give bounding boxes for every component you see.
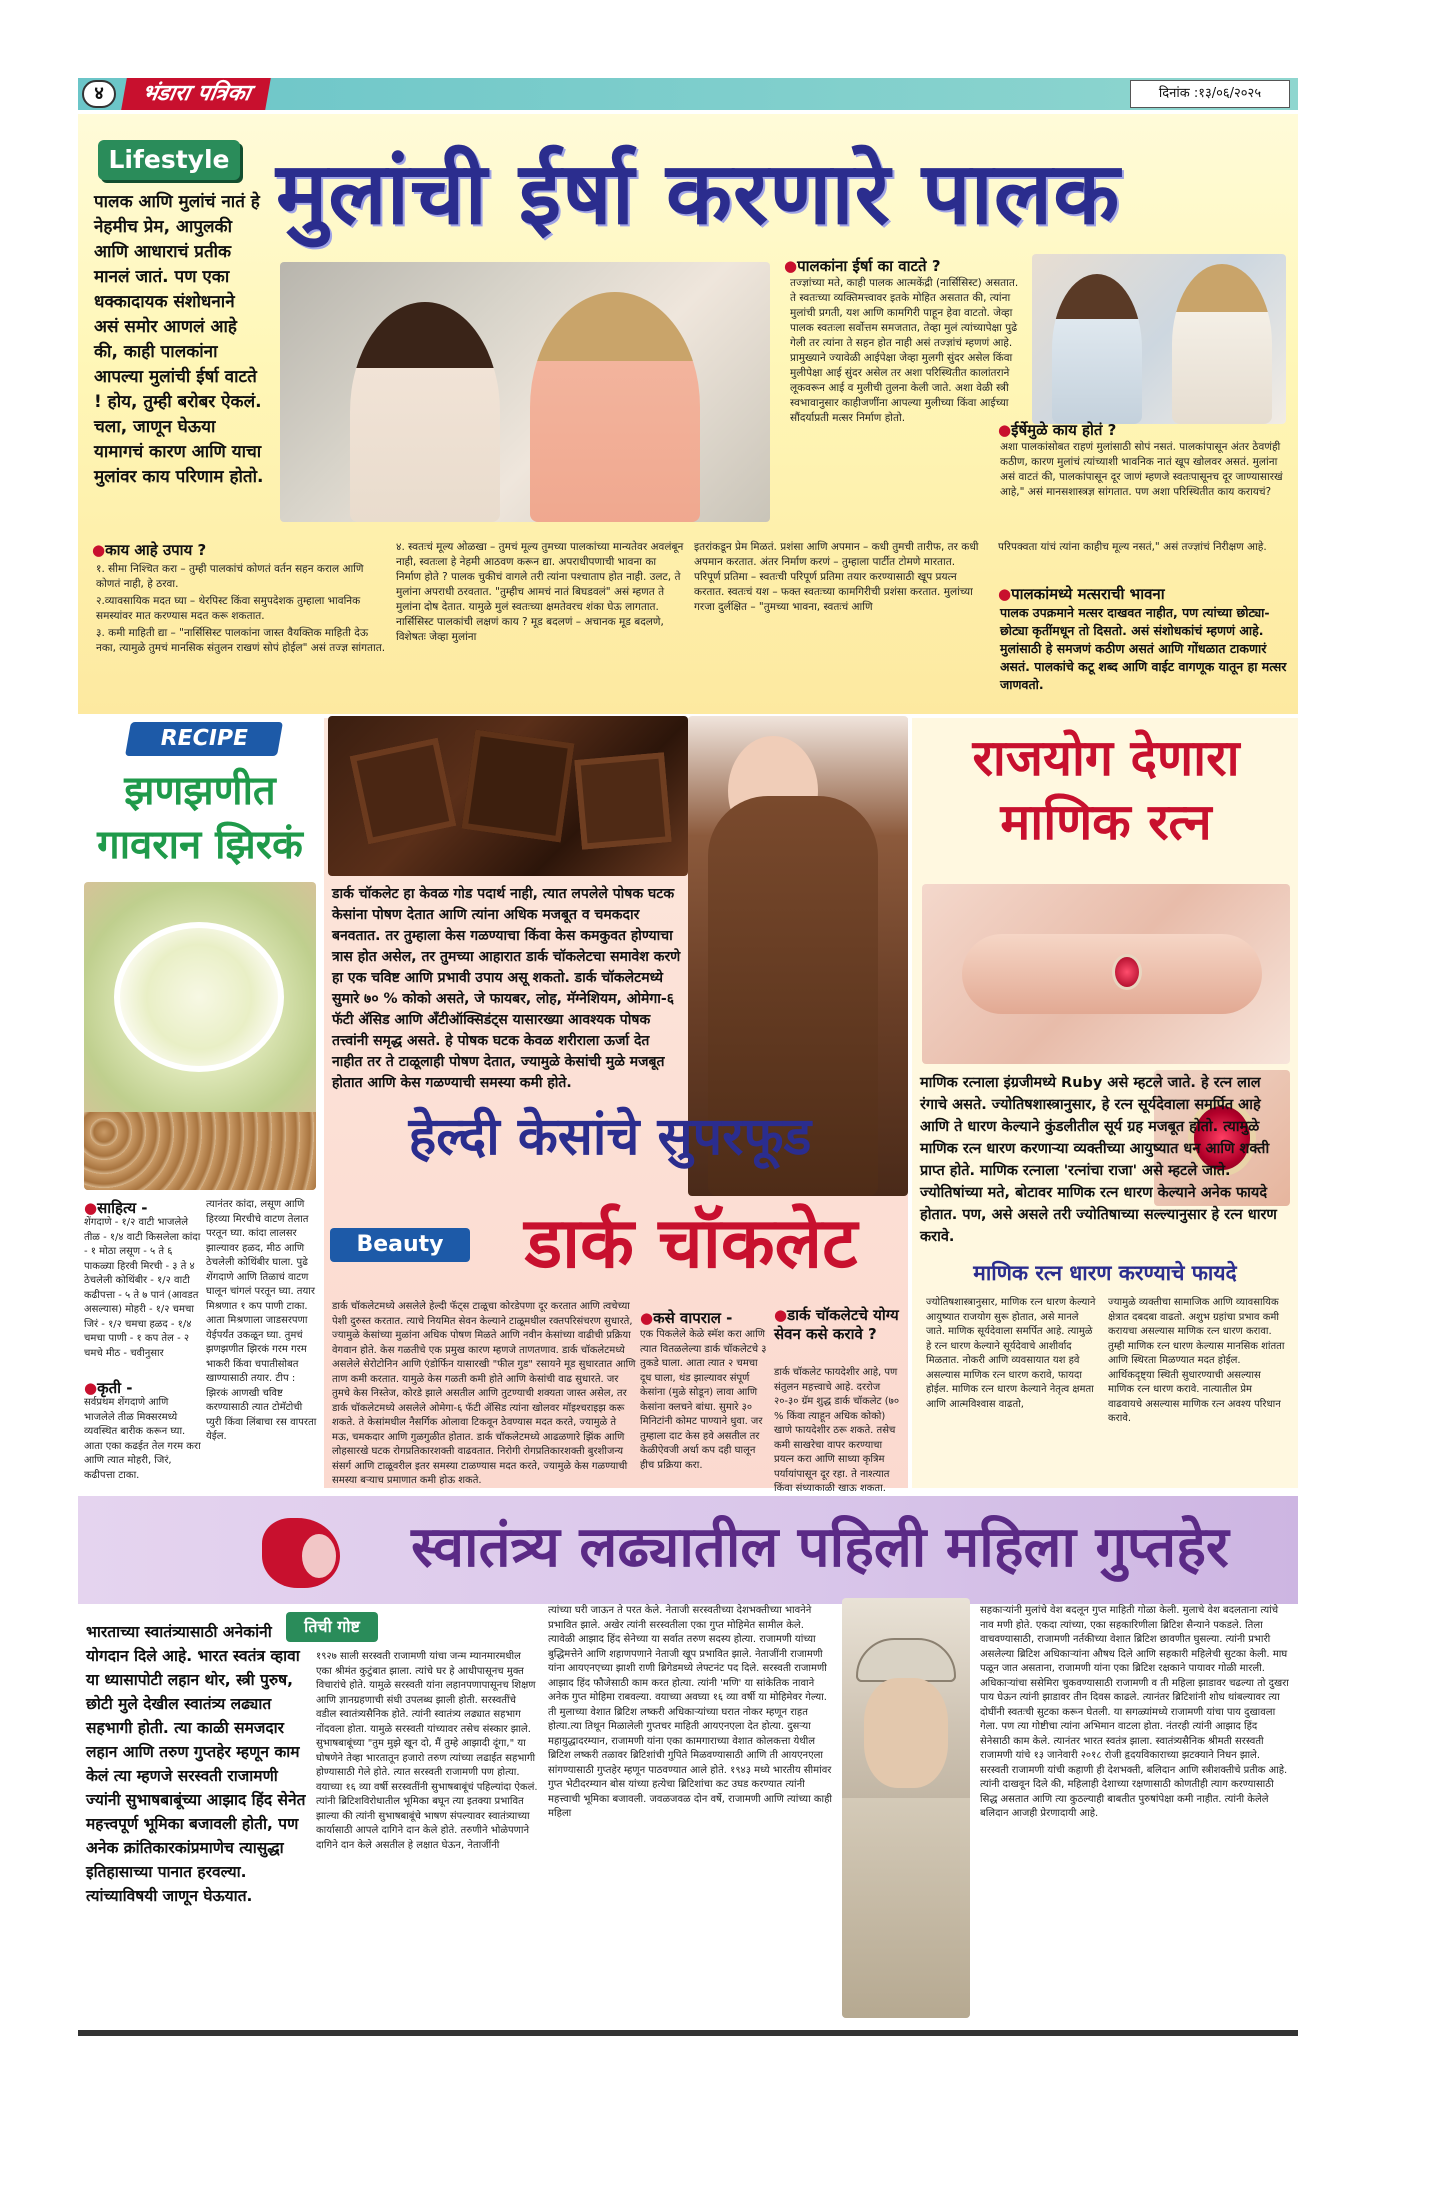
- dark-chocolate-title: डार्क चॉकलेट: [524, 1202, 858, 1284]
- lifestyle-intro: पालक आणि मुलांचं नातं हे नेहमीच प्रेम, आपुलकी आणि आधाराचं प्रतीक मानलं जातं. पण एका धक्कादायक संशोधनाने असं समोर आणलं आहे की, काही पालकांना आपल्या मुलांची ईर्षा वाटते ! होय, तुम्ही बरोबर ऐकलं. चला, जाणून घेऊया यामागचं कारण आणि याचा मुलांवर काय परिणाम होतो.: [94, 192, 264, 487]
- remedy-point: १. सीमा निश्चित करा – तुम्ही पालकांचं कोणतं वर्तन सहन कराल आणि कोणतं नाही, हे ठरवा.: [96, 563, 364, 590]
- lifestyle-column-3: इतरांकडून प्रेम मिळतं. प्रशंसा आणि अपमान – कधी तुमची तारीफ, तर कधी अपमान करतात. अंतर निर्माण करणं – तुम्हाला पार्टीत टोमणे मारतात. परिपूर्ण प्रतिमा – स्वतःची परिपूर्ण प्रतिमा तयार करण्यासाठी खूप प्रयत्न करतात. स्वतःचं यश – फक्त स्वतःच्या कामगिरीची प्रशंसा करतात. मुलांच्या गरजा दुर्लक्षित – "तुमच्या भावना, स्वतःचं आणि: [694, 541, 979, 613]
- page-bottom-rule: [78, 2030, 1298, 2036]
- ruby-ring-hand-photo: [922, 884, 1290, 1064]
- ruby-benefits-b: ज्यामुळे व्यक्तीचा सामाजिक आणि व्यावसायिक क्षेत्रात दबदबा वाढतो. अशुभ ग्रहांचा प्रभाव कमी करायचा असल्यास माणिक रत्न धारण करावा. तुम्ही माणिक रत्न धारण केल्यास मानसिक शांतता आणि स्थिरता मिळण्यात मदत होईल. आर्थिकदृष्ट्या स्थिती सुधारण्याची असल्यास माणिक रत्न धारण करावे. नात्यातील प्रेम वाढवायचे असल्यास माणिक रत्न अवश्य परिधान करावे.: [1108, 1297, 1285, 1424]
- ruby-benefits-a: ज्योतिषशास्त्रानुसार, माणिक रत्न धारण केल्याने आयुष्यात राजयोग सुरू होतात, असे मानले जाते. माणिक सूर्यदेवाला समर्पित आहे. त्यामुळे हे रत्न धारण केल्याने सूर्यदेवाचे आशीर्वाद मिळतात. नोकरी आणि व्यवसायात यश हवे असल्यास माणिक रत्न धारण करावे, फायदा होईल. माणिक रत्न धारण केल्याने नेतृत्व क्षमता आणि आत्मविश्वास वाढतो,: [926, 1297, 1096, 1410]
- ruby-headline: राजयोग देणारा माणिक रत्न: [972, 729, 1240, 851]
- newspaper-name: भंडारा पत्रिका: [121, 78, 271, 110]
- remedy-point: २.व्यावसायिक मदत घ्या – थेरपिस्ट किंवा समुपदेशक तुम्हाला भावनिक समस्यांवर मात करण्यास मदत करू शकतात.: [96, 595, 361, 622]
- chocolate-photo: [328, 716, 688, 876]
- remedy-point: ३. कमी माहिती द्या – "नार्सिसिस्ट पालकांना जास्त वैयक्तिक माहिती देऊ नका, त्यामुळे तुमचं मानसिक संतुलन राखणं सोपं होईल" असं तज्ज्ञ सांगतात.: [96, 627, 386, 654]
- page-number: ४: [82, 80, 116, 108]
- beauty-tag: Beauty: [330, 1228, 470, 1262]
- method-text-a: सर्वप्रथम शेंगदाणे आणि भाजलेले तीळ मिक्सरमध्ये व्यवस्थित बारीक करून घ्या. आता एका कढईत तेल गरम करा आणि त्यात मोहरी, जिरं, कढीपत्ता टाका.: [84, 1397, 201, 1481]
- spy-intro: भारताच्या स्वातंत्र्यासाठी अनेकांनी योगदान दिले आहे. भारत स्वतंत्र व्हावा या ध्यासापोटी लहान थोर, स्त्री पुरुष, छोटी मुले देखील स्वातंत्र्य लढ्यात सहभागी होती. त्या काळी समजदार लहान आणि तरुण गुप्तहेर म्हणून काम केलं त्या म्हणजे सरस्वती राजामणी ज्यांनी सुभाषबाबूंच्या आझाद हिंद सेनेत महत्त्वपूर्ण भूमिका बजावली होती, पण अनेक क्रांतिकारकांप्रमाणेच त्यासुद्धा इतिहासाच्या पानात हरवल्या. त्यांच्याविषयी जाणून घेऊयात.: [86, 1623, 306, 1905]
- issue-date: दिनांक :१३/०६/२०२५: [1130, 80, 1290, 108]
- beauty-lead: डार्क चॉकलेट हा केवळ गोड पदार्थ नाही, त्यात लपलेले पोषक घटक केसांना पोषण देतात आणि त्यांना अधिक मजबूत व चमकदार बनवतात. तर तुम्हाला केस गळण्याचा किंवा केस कमकुवत होण्याचा त्रास होत असेल, तर तुमच्या आहारात डार्क चॉकलेटचा समावेश करणे हा एक चविष्ट आणि प्रभावी उपाय असू शकतो. डार्क चॉकलेटमध्ये सुमारे ७० % कोको असते, जे फायबर, लोह, मॅग्नेशियम, ओमेगा-६ फॅटी ॲसिड आणि अँटीऑक्सिडंट्स यासारख्या आवश्यक पोषक तत्त्वांनी समृद्ध असते. हे पोषक घटक केवळ शरीराला ऊर्जा देत नाहीत तर ते टाळूलाही पोषण देतात, ज्यामुळे केसांची मुळे मजबूत होतात आणि केस गळण्याची समस्या कमी होते.: [332, 886, 681, 1091]
- howto-text: एक पिकलेले केळे स्मॅश करा आणि त्यात वितळलेल्या डार्क चॉकलेटचे ३ तुकडे घाला. आता त्यात २ चमचा दूध घाला, थंड झाल्यावर संपूर्ण केसांना (मुळे सोडून) लावा आणि केसांना क्लचने बांधा. सुमारे ३० मिनिटांनी कोमट पाण्याने धुवा. जर तुम्हाला दाट केस हवे असतील तर केळीऐवजी अर्धा कप दही घालून हीच प्रक्रिया करा.: [640, 1329, 767, 1471]
- spy-headline: स्वातंत्र्य लढ्यातील पहिली महिला गुप्तहेर: [411, 1515, 1229, 1580]
- intake-heading: ● डार्क चॉकलेटचे योग्य सेवन कसे करावे ?: [774, 1306, 906, 1344]
- method-text-b: त्यानंतर कांदा, लसूण आणि हिरव्या मिरचीचे वाटण तेलात परतून घ्या. कांदा लालसर झाल्यावर हळद, मीठ आणि ठेचलेली कोथिंबीर घाला. पुढे शेंगदाणे आणि तिळाचं वाटण घालून चांगलं परतून घ्या. तयार मिश्रणात १ कप पाणी टाका. आता मिश्रणाला जाडसरपणा येईपर्यंत उकळून घ्या. तुमचं झणझणीत झिरकं गरम गरम भाकरी किंवा चपातीसोबत खाण्यासाठी तयार. टीप : झिरकं आणखी चविष्ट करण्यासाठी त्यात टोमॅटोची प्युरी किंवा लिंबाचा रस वापरता येईल.: [206, 1199, 317, 1442]
- soup-bowl-photo: [84, 882, 316, 1190]
- spy-column-2: त्यांच्या घरी जाऊन ते परत केले. नेताजी सरस्वतीच्या देशभक्तीच्या भावनेने प्रभावित झाले. अखेर त्यांनी सरस्वतीला एका गुप्त मोहिमेत सामील केले. त्यावेळी आझाद हिंद सेनेच्या या सर्वात तरुण सदस्य होत्या. राजामणी यांच्या बुद्धिमत्तेने आणि शहाणपणाने नेताजी खूप प्रभावित झाले. नेताजींनी राजामणी यांना आयएनएच्या झाशी राणी ब्रिगेडमध्ये लेफ्टनंट पद दिले. सरस्वती राजामणी आझाद हिंद फौजेसाठी काम करत होत्या. त्यांनी 'मणि' या सांकेतिक नावाने अनेक गुप्त मोहिमा राबवल्या. वयाच्या अवघ्या १६ व्या वर्षी या मोहिमेवर गेल्या. ती मुलाच्या वेशात ब्रिटिश लष्करी अधिकाऱ्यांच्या घरात नोकर म्हणून राहत होत्या.त्या तिथून मिळालेली गुप्तचर माहिती आयएनएला देत होत्या. दुसऱ्या महायुद्धादरम्यान, राजामणी यांना एका कामगाराच्या वेशात कोलकत्ता येथील ब्रिटिश लष्करी तळावर ब्रिटिशांची गुपिते मिळवण्यासाठी आणि ती आयएनएला सांगण्यासाठी गुप्तहेर म्हणून पाठवण्यात आले होते. १९४३ मध्ये भारतीय सीमांवर गुप्त भेटीदरम्यान बोस यांच्या हत्येचा ब्रिटिशांचा कट उघड करण्यात त्यांनी महत्त्वाची भूमिका बजावली. जवळजवळ दोन वर्षे, राजामणी आणि त्यांच्या काही महिला: [548, 1605, 833, 1819]
- red-hair-woman-icon: [262, 1510, 352, 1594]
- lifestyle-headline: मुलांची ईर्षा करणारे पालक: [276, 144, 1121, 244]
- lifestyle-column-2: ४. स्वतःचं मूल्य ओळखा – तुमचं मूल्य तुमच्या पालकांच्या मान्यतेवर अवलंबून नाही, स्वतःला हे नेहमी आठवण करून द्या. अपराधीपणाची भावना का निर्माण होते ? पालक चुकीचं वागले तरी त्यांना पश्चाताप होत नाही. उलट, ते मुलांना अपराधी ठरवतात. "तुम्हीच आमचं नातं बिघडवलं" असं म्हणत ते मुलांना दोष देतात. यामुळे मुलं स्वतःच्या क्षमतेवरच शंका घेऊ लागतात. नार्सिसिस्ट पालकांची लक्षणं काय ? मूड बदलणं – अचानक मूड बदलणे, विशेषतः जेव्हा मुलांना: [396, 541, 684, 643]
- saraswati-rajamani-photo: [842, 1598, 970, 2018]
- arguing-women-photo: [280, 262, 770, 522]
- mother-daughter-photo: [1032, 254, 1286, 424]
- ruby-lead: माणिक रत्नाला इंग्रजीमध्ये Ruby असे म्हटले जाते. हे रत्न लाल रंगाचे असते. ज्योतिषशास्त्रानुसार, हे रत्न सूर्यदेवाला समर्पित आहे आणि ते धारण केल्याने कुंडलीतील सूर्य ग्रह मजबूत होतो. त्यामुळे माणिक रत्न धारण करणाऱ्या व्यक्तीच्या आयुष्यात धन आणि शक्ती प्राप्त होते. माणिक रत्नाला 'रत्नांचा राजा' असे म्हटले जाते. ज्योतिषांच्या मते, बोटावर माणिक रत्न धारण केल्याने अनेक फायदे होतात. पण, असे असले तरी ज्योतिषाच्या सल्ल्यानुसार हे रत्न धारण करावे.: [920, 1075, 1277, 1245]
- remedy-heading: ● काय आहे उपाय ?: [92, 540, 372, 560]
- spy-column-3: सहकाऱ्यांनी मुलांचे वेश बदलून गुप्त माहिती गोळा केली. मुलाचे वेश बदलताना त्यांचे नाव मणी होते. एकदा त्यांच्या, एका सहकारिणीला ब्रिटिश सैन्याने पकडले. तिला वाचवण्यासाठी, राजामणी नर्तकीच्या वेशात ब्रिटिश छावणीत घुसल्या. त्यांनी प्रभारी असलेल्या ब्रिटिश अधिकाऱ्यांना औषध दिले आणि सहकारी महिलेची सुटका केली. माघ पळून जात असताना, राजामणी यांना एका ब्रिटिश रक्षकाने पायावर गोळी मारली. अधिकाऱ्यांचा ससेमिरा चुकवण्यासाठी राजामणी व ती महिला झाडावर चढल्या तो दुखरा पाय घेऊन त्यांनी झाडावर तीन दिवस काढले. त्यानंतर ब्रिटिशांनी शोध थांबल्यावर त्या दोघींनी स्वतःची सुटका करून घेतली. या सगळ्यांमध्ये राजामणी यांचा पाय दुखावला गेला. पण त्या गोष्टीचा त्यांना अभिमान वाटला होता. नंतरही त्यांनी आझाद हिंद सेनेसाठी काम केले. त्यानंतर भारत स्वतंत्र झाला. स्वातंत्र्यसैनिक श्रीमती सरस्वती राजामणी यांचे १३ जानेवारी २०१८ रोजी हृदयविकाराच्या झटक्याने निधन झाले. सरस्वती राजामणी यांची कहाणी ही देशभक्ती, बलिदान आणि स्त्रीशक्तीचे प्रतीक आहे. त्यांनी दाखवून दिले की, महिलाही देशाच्या रक्षणासाठी कोणतीही त्याग करण्यासाठी सिद्ध असतात आणि त्या कुठल्याही बाबतीत पुरुषांपेक्षा कमी नाहीत. त्यांनी केलेले बलिदान आजही प्रेरणादायी आहे.: [980, 1605, 1289, 1819]
- ingredients-heading: ● साहित्य -: [84, 1198, 204, 1218]
- ingredients-list: शेंगदाणे - १/२ वाटी भाजलेले तीळ - १/४ वाटी किसलेला कांदा - १ मोठा लसूण - ५ ते ६ पाकळ्या हिरवी मिरची - ३ ते ४ ठेचलेली कोथिंबीर - १/२ वाटी कढीपत्ता - ५ ते ७ पानं (आवडत असल्यास) मोहरी - १/२ चमचा जिरं - १/२ चमचा हळद - १/४ चमचा पाणी - १ कप तेल - २ चमचे मीठ - चवीनुसार: [84, 1217, 201, 1359]
- howto-heading: ● कसे वापराल -: [640, 1308, 770, 1328]
- lifestyle-column-4: परिपक्वता यांचं त्यांना काहीच मूल्य नसतं," असं तज्ज्ञांचं निरीक्षण आहे.: [998, 541, 1267, 553]
- recipe-tag: RECIPE: [125, 722, 283, 756]
- effect-heading: ● ईर्षेमुळे काय होतं ?: [998, 420, 1288, 440]
- her-story-tag: तिची गोष्ट: [286, 1612, 378, 1642]
- jealousy-heading: ● पालकांमध्ये मत्सराची भावना: [998, 584, 1288, 604]
- beauty-body: डार्क चॉकलेटमध्ये असलेले हेल्दी फॅट्स टाळूचा कोरडेपणा दूर करतात आणि त्वचेच्या पेशी दुरुस्त करतात. त्याचे नियमित सेवन केल्याने टाळूमधील रक्तपरिसंचरण सुधारते, ज्यामुळे केसांच्या मुळांना अधिक पोषण मिळते आणि नवीन केसांच्या वाढीची प्रक्रिया वेगवान होते. केस गळतीचे एक प्रमुख कारण म्हणजे ताणतणाव. डार्क चॉकलेटमध्ये असलेले सेरोटोनिन आणि एंडोर्फिन यासारखी "फील गुड" रसायने मूड सुधारतात आणि ताण कमी करतात. यामुळे केस गळती कमी होते आणि केसांची वाढ सुधारते. जर तुमचे केस निस्तेज, कोरडे झाले असतील आणि तुटण्याची शक्यता जास्त असेल, तर डार्क चॉकलेटमध्ये असलेले ओमेगा-६ फॅटी ॲसिड त्यांना खोलवर मॉइश्चराइझ करू शकते. ते केसांमधील नैसर्गिक ओलावा टिकवून ठेवण्यास मदत करते, ज्यामुळे ते मऊ, चमकदार आणि गुळगुळीत होतात. डार्क चॉकलेटमध्ये आढळणारे झिंक आणि लोहसारखे घटक रोगप्रतिकारशक्ती वाढवतात. निरोगी रोगप्रतिकारशक्ती बुरशीजन्य संसर्ग आणि टाळूवरील इतर समस्या टाळण्यास मदत करते, ज्यामुळे केस गळण्याची समस्या बऱ्याच प्रमाणात कमी होऊ शकते.: [332, 1301, 636, 1486]
- hair-superfood-heading: हेल्दी केसांचे सुपरफूड: [408, 1107, 812, 1167]
- recipe-title: झणझणीत गावरान झिरकं: [97, 768, 303, 868]
- lifestyle-tag: Lifestyle: [98, 140, 240, 180]
- jealousy-text: पालक उपक्रमाने मत्सर दाखवत नाहीत, पण त्यांच्या छोट्या-छोट्या कृतींमधून तो दिसतो. असं संशोधकांचं म्हणणं आहे. मुलांसाठी हे समजणं कठीण असतं आणि गोंधळात टाकणारं असतं. पालकांचे कटू शब्द आणि वाईट वागणूक यातून हा मत्सर जाणवतो.: [1000, 605, 1287, 692]
- why-heading: ● पालकांना ईर्षा का वाटते ?: [784, 256, 1024, 276]
- remedy-list: [96, 562, 386, 658]
- effect-text: अशा पालकांसोबत राहणं मुलांसाठी सोपं नसतं. पालकांपासून अंतर ठेवणंही कठीण, कारण मुलांचं त्यांच्याशी भावनिक नातं खूप खोलवर असतं. मुलांना असं वाटतं की, पालकांपासून दूर जाणं म्हणजे स्वतःपासूनच दूर जाण्यासारखं आहे," असं मानसशास्त्रज्ञ सांगतात. पण अशा परिस्थितीत काय करायचं?: [1000, 441, 1283, 498]
- intake-text: डार्क चॉकलेट फायदेशीर आहे, पण संतुलन महत्त्वाचे आहे. दररोज २०-३० ग्रॅम शुद्ध डार्क चॉकलेट (७० % किंवा त्याहून अधिक कोको) खाणे फायदेशीर ठरू शकते. तसेच कमी साखरेचा वापर करण्याचा प्रयत्न करा आणि साध्या कृत्रिम पर्यायांपासून दूर रहा. ते नाश्त्यात किंवा संध्याकाळी खाऊ शकता.: [774, 1367, 900, 1494]
- method-heading: ● कृती -: [84, 1378, 202, 1398]
- why-text: तज्ज्ञांच्या मते, काही पालक आत्मकेंद्री (नार्सिसिस्ट) असतात. ते स्वतःच्या व्यक्तिमत्त्वावर इतके मोहित असतात की, त्यांना मुलांची प्रगती, यश आणि कामगिरी पाहून हेवा वाटतो. जेव्हा पालक स्वतःला सर्वोत्तम समजतात, तेव्हा मुलं त्यांच्यापेक्षा पुढे गेली तर त्यांना ते सहन होत नाही असं तज्ज्ञांचं म्हणणं आहे. प्रामुख्याने ज्यावेळी आईपेक्षा जेव्हा मुलगी सुंदर असेल किंवा मुलीपेक्षा आई सुंदर असेल तर अशा परिस्थितीत कालांतराने लूकवरून आई व मुलीची तुलना केली जाते. अशा वेळी स्त्री स्वभावानुसार काहीजणींना आपल्या मुलीच्या किंवा आईच्या सौंदर्याप्रती मत्सर निर्माण होतो.: [790, 277, 1019, 424]
- ruby-benefits-heading: माणिक रत्न धारण करण्याचे फायदे: [973, 1261, 1237, 1285]
- spy-column-1: १९२७ साली सरस्वती राजामणी यांचा जन्म म्यानमारमधील एका श्रीमंत कुटुंबात झाला. त्यांचे घर हे आधीपासूनच मुक्त विचारांचे होते. यामुळे सरस्वती यांना लहानपणापासूनच शिक्षण आणि ज्ञानग्रहणाची संधी उपलब्ध झाली होती. सरस्वतींचे वडील स्वातंत्र्यसैनिक होते. त्यांनी स्वातंत्र्य लढ्यात सहभाग नोंदवला होता. यामुळे सरस्वती यांच्यावर तसेच संस्कार झाले. सुभाषबाबूंच्या "तुम मुझे खून दो, मैं तुम्हे आझादी दूंगा," या घोषणेने तेव्हा भारतातून हजारो तरुण त्यांच्या लढाईत सहभागी होण्यासाठी गेले होते. त्यात सरस्वती राजामणी पण होत्या. वयाच्या १६ व्या वर्षी सरस्वतींनी सुभाषबाबूंचं पहिल्यांदा ऐकलं. त्यांनी ब्रिटिशविरोधातील भूमिका बघून त्या इतक्या प्रभावित झाल्या की त्यांनी सुभाषबाबूंचे भाषण संपल्यावर स्वातंत्र्याच्या कार्यासाठी आपले दागिने दान केले होते. तरुणीने भोळेपणाने दागिने दान केले असतील हे लक्षात घेऊन, नेताजींनी: [316, 1651, 538, 1851]
